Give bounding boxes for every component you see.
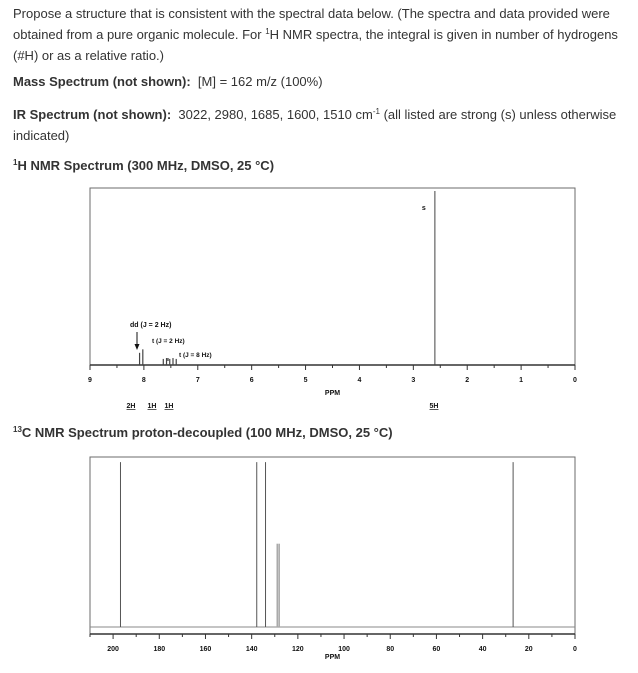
- h1-integral-label: 1H: [164, 403, 174, 410]
- h1-tick-label: 7: [195, 377, 200, 384]
- c13-tick-label: 120: [292, 646, 304, 653]
- c13-tick-label: 20: [524, 646, 533, 653]
- c13-heading-superscript: 13: [13, 425, 22, 434]
- c13-nmr-chart: [0, 450, 638, 670]
- h1-tick-label: 3: [411, 377, 416, 384]
- h1-multiplet-label-t2: t (J = 2 Hz): [152, 338, 185, 345]
- h1-tick-label: 4: [357, 377, 362, 384]
- isotope-superscript: 1: [265, 27, 270, 36]
- h1-tick-label: 5: [303, 377, 308, 384]
- c13-tick-label: 100: [338, 646, 350, 653]
- c13-tick-label: 180: [153, 646, 166, 653]
- h1-tick-label: 6: [249, 377, 254, 384]
- h1-multiplet-label-dd: dd (J = 2 Hz): [130, 322, 172, 329]
- mass-spectrum-label: Mass Spectrum (not shown):: [13, 74, 191, 89]
- c13-x-axis-label: PPM: [324, 654, 341, 661]
- c13-heading-text: C NMR Spectrum proton-decoupled (100 MHz, DMSO, 25 °C): [21, 425, 393, 440]
- ir-spectrum-label: IR Spectrum (not shown):: [13, 107, 172, 122]
- h1-tick-label: 2: [465, 377, 470, 384]
- problem-instructions: [13, 3, 635, 66]
- h1-tick-label: 0: [573, 377, 577, 384]
- h1-tick-label: 9: [88, 377, 92, 384]
- instructions-part2: H NMR spectra, the integral is given in number of hydrogens (#H) or as a relative ratio.): [13, 27, 618, 63]
- c13-tick-label: 140: [245, 646, 258, 653]
- c13-nmr-heading: [13, 422, 393, 443]
- c13-tick-label: 80: [386, 646, 395, 653]
- h1-nmr-chart: [0, 180, 638, 420]
- h1-nmr-heading: [13, 155, 274, 176]
- c13-tick-label: 0: [573, 646, 577, 653]
- h1-multiplet-label-t8: t (J = 8 Hz): [179, 352, 212, 359]
- c13-tick-label: 60: [432, 646, 441, 653]
- h1-arrowhead-dd: [135, 344, 140, 350]
- ir-unit-superscript: -1: [372, 107, 380, 116]
- c13-tick-label: 40: [478, 646, 487, 653]
- h1-x-axis-label: PPM: [324, 390, 341, 397]
- h1-tick-label: 8: [141, 377, 146, 384]
- h1-multiplet-label-s: s: [421, 205, 426, 212]
- c13-plot-frame: [90, 457, 575, 634]
- c13-tick-label: 200: [107, 646, 119, 653]
- h1-integral-label: 1H: [147, 403, 157, 410]
- h1-integral-label: 5H: [429, 403, 439, 410]
- mass-spectrum-value: [M] = 162 m/z (100%): [197, 74, 323, 89]
- h1-heading-superscript: 1: [13, 158, 18, 167]
- c13-tick-label: 160: [199, 646, 212, 653]
- instructions-part1: Propose a structure that is consistent with the spectral data below. (The spectra and data provided were obtained from a pure organic molecule. For: [13, 6, 610, 42]
- h1-tick-label: 1: [519, 377, 524, 384]
- ir-spectrum-note: (all listed are strong (s) unless otherwise indicated): [13, 107, 617, 143]
- h1-heading-text: H NMR Spectrum (300 MHz, DMSO, 25 °C): [17, 158, 275, 173]
- h1-integral-label: 2H: [126, 403, 136, 410]
- ir-spectrum-line: [13, 104, 623, 146]
- mass-spectrum-line: [13, 71, 323, 92]
- ir-spectrum-value: 3022, 2980, 1685, 1600, 1510 cm: [178, 107, 373, 122]
